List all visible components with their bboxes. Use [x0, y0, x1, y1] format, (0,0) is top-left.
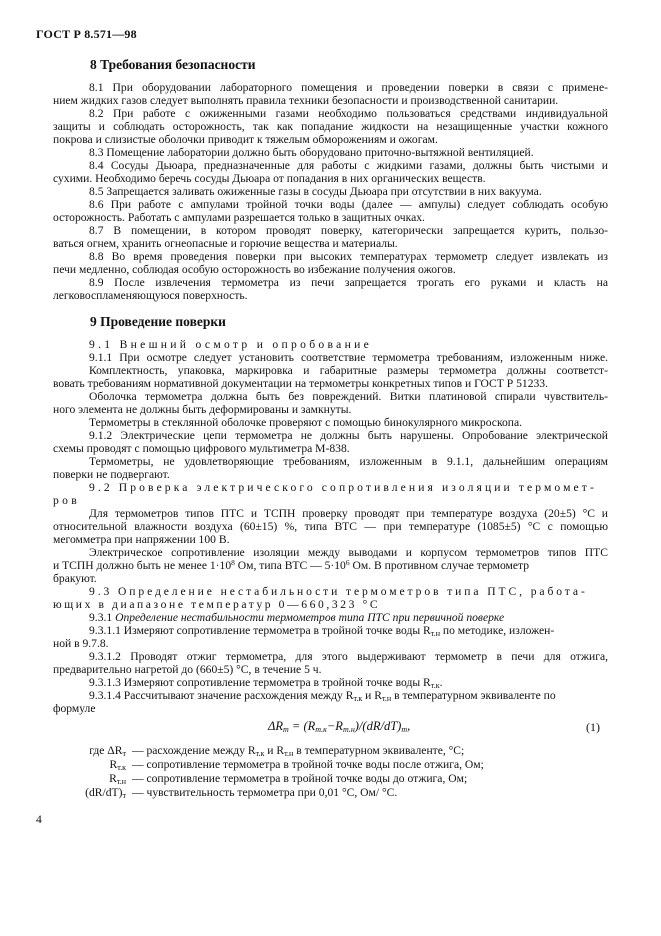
paragraph-line: осторожность. Работать с ампулами разрешается только в защитных очках.: [53, 211, 425, 224]
paragraph-line: 9.1.1 При осмотре следует установить соответствие термометра требованиям, изложенным ниже.: [89, 351, 608, 364]
section-8-title: 8 Требования безопасности: [90, 57, 256, 72]
paragraph-line: 9.3.1.1 Измеряют сопротивление термометра в тройной точке воды $R_{т.н}$ по методике, изложен-: [89, 624, 555, 638]
paragraph-line: нием жидких газов следует выполнять правила техники безопасности и производственной санитарии.: [53, 94, 559, 107]
paragraph-line: Комплектность, упаковка, маркировка и габаритные размеры термометра должны соответст-: [89, 364, 608, 377]
formula-number: (1): [586, 720, 600, 734]
paragraph-line: 9.3.1 Определение нестабильности термометров типа ПТС при первичной поверке: [89, 611, 505, 624]
paragraph-line: 8.7 В помещении, в котором проводят поверку, категорически запрещается курить, пользо-: [89, 224, 608, 237]
paragraph-line: ного элемента не должны быть деформированы и замкнуты.: [53, 403, 352, 416]
paragraph-line: схемы проводят с помощью цифрового мультиметра М-838.: [53, 442, 350, 455]
paragraph-line: Для термометров типов ПТС и ТСПН проверку проводят при температуре воздуха (20±5) °С и: [89, 507, 608, 520]
paragraph-line: Термометры в стеклянной оболочке проверяют с помощью бинокулярного микроскопа.: [89, 416, 523, 429]
where-variable: $R_{т.н}$: [109, 772, 126, 786]
where-variable: $R_{т.к}$: [109, 758, 126, 772]
paragraph-line: 8.9 После извлечения термометра из печи запрещается трогать его руками и класть на: [89, 276, 608, 289]
subsection-heading: 9.3 Определение нестабильности термометров типа ПТС, работа-: [89, 585, 588, 598]
paragraph-line: относительной влажности воздуха (60±15) %, типа ВТС — при температуре (1085±5) °С с помощью: [53, 520, 608, 533]
paragraph-line: 8.1 При оборудовании лабораторного помещения и проведении поверки в связи с примене-: [89, 81, 608, 94]
paragraph-line: Термометры, не удовлетворяющие требованиям, изложенным в 9.1.1, дальнейшим операциям: [89, 455, 608, 468]
subsection-heading: 9.1 Внешний осмотр и опробование: [89, 338, 373, 351]
paragraph-line: 9.3.1.3 Измеряют сопротивление термометра в тройной точке воды $R_{т.к}$.: [89, 676, 443, 690]
paragraph-line: легковоспламеняющуюся поверхность.: [53, 289, 248, 302]
subsection-heading: 9.2 Проверка электрического сопротивления изоляции термомет-: [89, 481, 597, 494]
where-variable: где $\Delta R_т$: [89, 744, 126, 758]
where-description: — сопротивление термометра в тройной точке воды до отжига, Ом;: [132, 772, 468, 785]
paragraph-line: мегомметра при напряжении 100 В.: [53, 533, 230, 546]
document-header: ГОСТ Р 8.571—98: [36, 27, 137, 41]
page-number: 4: [36, 813, 42, 826]
paragraph-line: 9.3.1.2 Проводят отжиг термометра, для этого выдерживают термометр в печи для отжига,: [89, 650, 608, 663]
paragraph-line: печи медленно, соблюдая особую осторожность во избежание получения ожогов.: [53, 263, 456, 276]
paragraph-line: вовать требованиям нормативной документации на термометры конкретных типов и ГОСТ Р 51233.: [53, 377, 549, 390]
paragraph-line: 8.3 Помещение лаборатории должно быть оборудовано приточно-вытяжной вентиляцией.: [89, 146, 534, 159]
paragraph-line: 8.6 При работе с ампулами тройной точки воды (далее — ампулы) следует соблюдать особую: [89, 198, 608, 211]
paragraph-line: и ТСПН должно быть не менее $1\cdot 10^8$ Ом, типа ВТС — $5\cdot 10^6$ Ом. В противном случае термометр: [53, 558, 530, 572]
paragraph-line: защиты и соблюдать осторожность, так как попадание жидкости на незащищенные участки кожного: [53, 120, 608, 133]
paragraph-line: ваться огнем, хранить огнеопасные и горючие вещества и материалы.: [53, 237, 398, 250]
paragraph-line: Оболочка термометра должна быть без повреждений. Витки платиновой спирали чувствитель-: [89, 390, 608, 403]
paragraph-line: ной в 9.7.8.: [53, 637, 109, 650]
where-description: — расхождение между $R_{т.к}$ и $R_{т.н}$ в температурном эквиваленте, °С;: [132, 744, 465, 758]
paragraph-line: 8.2 При работе с ожиженными газами необходимо пользоваться средствами индивидуальной: [89, 107, 608, 120]
section-9-title: 9 Проведение поверки: [90, 314, 226, 329]
paragraph-line: предварительно нагретой до (660±5) °С, в течение 5 ч.: [53, 663, 322, 676]
paragraph-line: Электрическое сопротивление изоляции между выводами и корпусом термометров типов ПТС: [89, 546, 608, 559]
paragraph-line: поверки не подвергают.: [53, 468, 170, 481]
formula-1: $\Delta R_т = (R_{т.к}-R_{т.н})/(dR/dT)_т$,: [268, 719, 411, 734]
paragraph-line: 9.3.1.4 Рассчитывают значение расхождения между $R_{т.к}$ и $R_{т.н}$ в температурном эквиваленте по: [89, 689, 556, 703]
paragraph-line: 8.4 Сосуды Дьюара, предназначенные для работы с жидкими газами, должны быть чистыми и: [89, 159, 608, 172]
paragraph-line: 9.1.2 Электрические цепи термометра не должны быть нарушены. Опробование электрической: [89, 429, 608, 442]
paragraph-line: сухими. Необходимо беречь сосуды Дьюара от попадания в них органических веществ.: [53, 172, 486, 185]
where-variable: $(dR/dT)_т$: [85, 786, 126, 800]
where-description: — чувствительность термометра при 0,01 °С, Ом/ °С.: [132, 786, 398, 799]
paragraph-line: 8.8 Во время проведения поверки при высоких температурах термометр следует извлекать из: [89, 250, 608, 263]
subsection-heading: ющих в диапазоне температур 0—660,323 °С: [53, 598, 381, 611]
paragraph-line: бракуют.: [53, 572, 97, 585]
subsection-heading: ров: [53, 494, 80, 507]
where-description: — сопротивление термометра в тройной точке воды после отжига, Ом;: [132, 758, 484, 771]
paragraph-line: формуле: [53, 702, 96, 715]
paragraph-line: 8.5 Запрещается заливать ожиженные газы в сосуды Дьюара при отсутствии в них вакуума.: [89, 185, 542, 198]
paragraph-line: покрова и слизистые оболочки приводит к тяжелым обморожениям и ожогам.: [53, 133, 438, 146]
